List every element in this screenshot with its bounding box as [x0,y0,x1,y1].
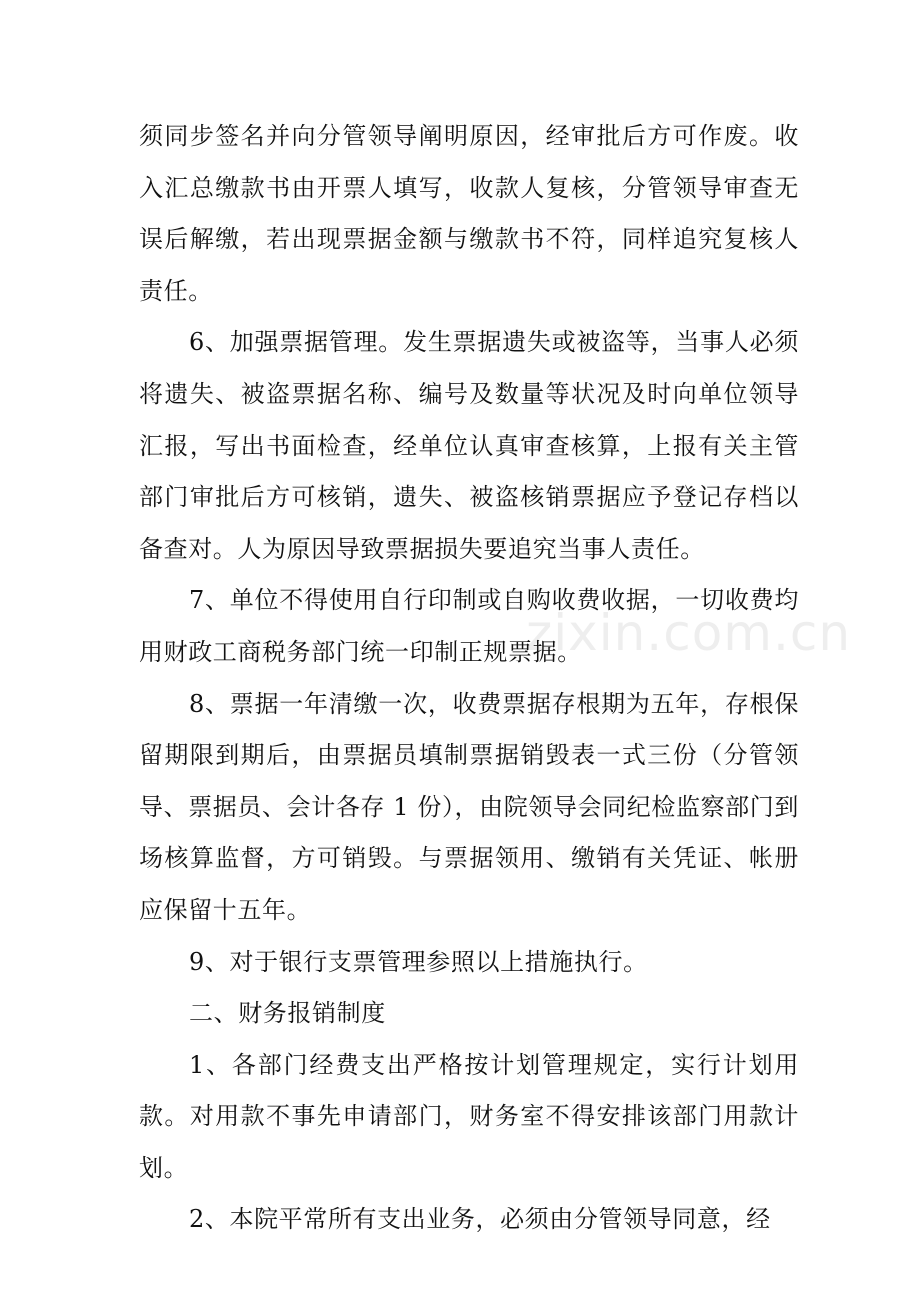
paragraph-1: 须同步签名并向分管领导阐明原因，经审批后方可作废。收入汇总缴款书由开票人填写，收款人复核，分管领导审查无误后解缴，若出现票据金额与缴款书不符，同样追究复核人责任。 [139,122,799,305]
paragraph-2: 6、加强票据管理。发生票据遗失或被盗等，当事人必须将遗失、被盗票据名称、编号及数量等状况及时向单位领导汇报，写出书面检查，经单位认真审查核算，上报有关主管部门审批后方可核销，遗失、被盗核销票据应予登记存档以备查对。人为原因导致票据损失要追究当事人责任。 [139,328,799,563]
paragraph-5: 9、对于银行支票管理参照以上措施执行。 [189,947,648,976]
paragraph-3: 7、单位不得使用自行印制或自购收费收据，一切收费均用财政工商税务部门统一印制正规票据。 [139,586,799,666]
paragraph-7: 2、本院平常所有支出业务，必须由分管领导同意，经 [189,1205,771,1234]
section-heading: 二、财务报销制度 [189,999,386,1028]
paragraph-4: 8、票据一年清缴一次，收费票据存根期为五年，存根保留期限到期后，由票据员填制票据销毁表一式三份（分管领导、票据员、会计各存 1 份），由院领导会同纪检监察部门到场核算监督，方可销毁。与票据领用、缴销有关凭证、帐册应保留十五年。 [139,689,799,924]
document-body [139,111,799,1246]
paragraph-6: 1、各部门经费支出严格按计划管理规定，实行计划用款。对用款不事先申请部门，财务室不得安排该部门用款计划。 [139,1050,799,1182]
watermark: zixin.com.cn [526,604,852,662]
